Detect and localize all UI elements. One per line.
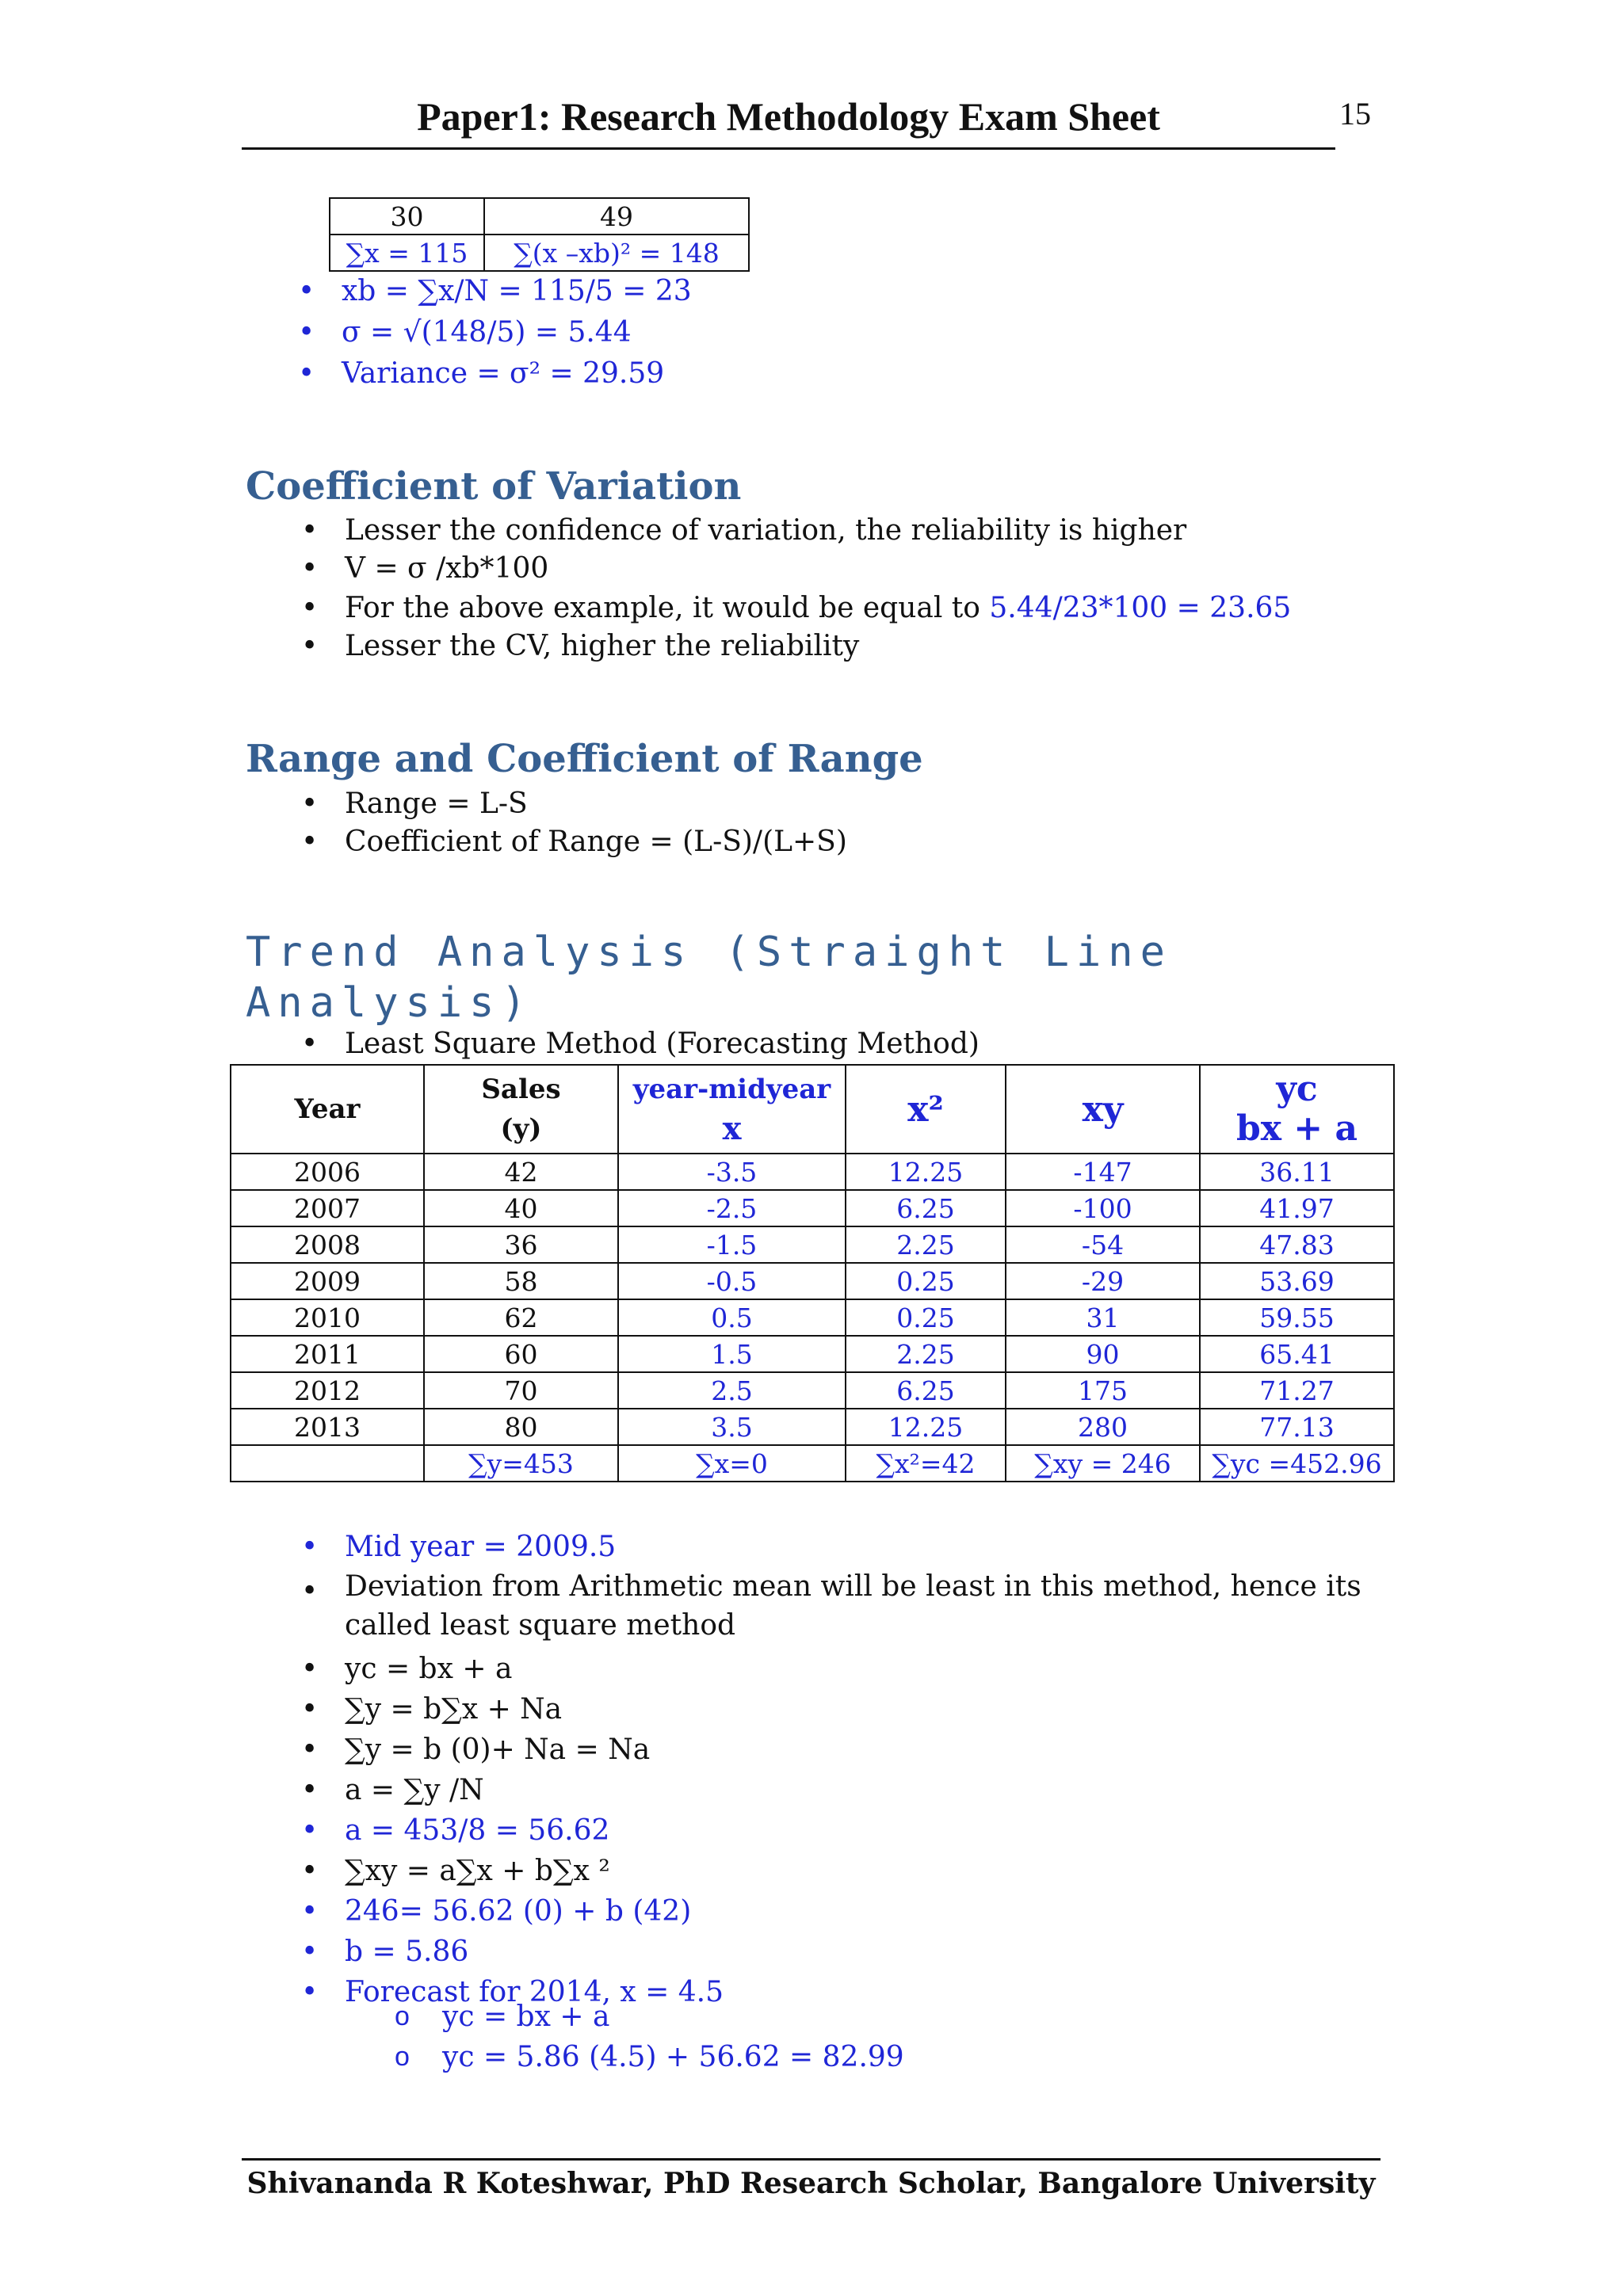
table-cell-sales: 58 (424, 1263, 618, 1299)
bullet-icon: • (301, 1028, 319, 1060)
table-cell-x2: 12.25 (846, 1154, 1006, 1190)
table-cell-yc: 65.41 (1200, 1336, 1394, 1372)
table-row (231, 1336, 1394, 1372)
circle-bullet-icon: o (395, 2001, 410, 2031)
table-cell-yc: 59.55 (1200, 1299, 1394, 1336)
bullet-icon: • (298, 357, 315, 390)
list-item: o yc = bx + a (395, 2000, 610, 2033)
column-header-yc: yc bx + a (1200, 1065, 1394, 1154)
list-item: • 246= 56.62 (0) + b (42) (301, 1895, 692, 1928)
table-row (231, 1190, 1394, 1226)
list-item: • Mid year = 2009.5 (301, 1531, 617, 1563)
table-cell-yc: 41.97 (1200, 1190, 1394, 1226)
list-item: • b = 5.86 (301, 1936, 469, 1968)
list-item: • Lesser the confidence of variation, the reliability is higher (301, 514, 1187, 547)
table-cell-year: 2012 (231, 1372, 424, 1409)
bullet-icon: • (301, 1895, 319, 1928)
bullet-icon: • (301, 1531, 319, 1563)
list-item: o yc = 5.86 (4.5) + 56.62 = 82.99 (395, 2041, 904, 2073)
cv-example-value: 5.44/23*100 = 23.65 (989, 592, 1292, 624)
page-number: 15 (1339, 96, 1371, 132)
cv-bullets (301, 514, 1292, 662)
bullet-icon: • (301, 1653, 319, 1685)
bullet-icon: • (301, 1855, 319, 1887)
header-rule (242, 147, 1335, 150)
table-cell-xy: -100 (1006, 1190, 1200, 1226)
bullet-icon: • (301, 1976, 319, 2008)
table-total-x2: ∑x²=42 (846, 1445, 1006, 1482)
table-total-sales: ∑y=453 (424, 1445, 618, 1482)
table-cell-year: 2013 (231, 1409, 424, 1445)
table-cell-year: 2008 (231, 1226, 424, 1263)
list-item: • Forecast for 2014, x = 4.5 (301, 1976, 724, 2008)
range-bullets (301, 788, 847, 858)
list-item: • yc = bx + a (301, 1653, 513, 1685)
list-item: • a = 453/8 = 56.62 (301, 1814, 610, 1847)
bullet-icon: • (301, 1936, 319, 1968)
list-item: • Lesser the CV, higher the reliability (301, 630, 860, 662)
table-cell-x2: 6.25 (846, 1372, 1006, 1409)
table-cell-xy: -54 (1006, 1226, 1200, 1263)
forecast-sub-bullets (395, 2000, 904, 2073)
table-row (231, 1409, 1394, 1445)
table-cell-x2: 0.25 (846, 1263, 1006, 1299)
table-cell-x: -0.5 (618, 1263, 846, 1299)
table-cell: ∑x = 115 (330, 235, 484, 271)
table-cell: 30 (330, 198, 484, 235)
table-row (330, 235, 749, 271)
list-item: • Least Square Method (Forecasting Method) (301, 1028, 980, 1060)
summary-bullets (298, 275, 692, 390)
table-cell-sales: 62 (424, 1299, 618, 1336)
bullet-icon: • (301, 630, 319, 662)
circle-bullet-icon: o (395, 2042, 410, 2072)
table-cell-x2: 6.25 (846, 1190, 1006, 1226)
bullet-icon: • (301, 514, 319, 547)
table-cell-sales: 42 (424, 1154, 618, 1190)
table-cell: 49 (484, 198, 749, 235)
column-header-x: year-midyear x (618, 1065, 846, 1154)
table-header-row (231, 1065, 1394, 1154)
bullet-icon: • (301, 1814, 319, 1847)
table-cell-year: 2009 (231, 1263, 424, 1299)
table-row (231, 1299, 1394, 1336)
table-cell-sales: 80 (424, 1409, 618, 1445)
list-item: • σ = √(148/5) = 5.44 (298, 316, 632, 349)
table-cell-year: 2011 (231, 1336, 424, 1372)
list-item: • ∑y = b (0)+ Na = Na (301, 1733, 651, 1766)
table-cell-xy: -147 (1006, 1154, 1200, 1190)
table-cell-yc: 47.83 (1200, 1226, 1394, 1263)
table-cell-xy: 280 (1006, 1409, 1200, 1445)
column-header-year: Year (231, 1065, 424, 1154)
lsm-bullets (301, 1531, 1361, 2019)
summary-table (329, 197, 750, 272)
section-title-cv: Coefficient of Variation (246, 464, 742, 509)
table-total-xy: ∑xy = 246 (1006, 1445, 1200, 1482)
table-cell: ∑(x –xb)² = 148 (484, 235, 749, 271)
table-total-yc: ∑yc =452.96 (1200, 1445, 1394, 1482)
bullet-icon: • (301, 592, 319, 624)
table-cell-x2: 12.25 (846, 1409, 1006, 1445)
table-cell-x: -2.5 (618, 1190, 846, 1226)
bullet-icon: • (301, 1575, 319, 1608)
table-cell-year: 2006 (231, 1154, 424, 1190)
table-total-year (231, 1445, 424, 1482)
table-cell-sales: 70 (424, 1372, 618, 1409)
column-header-xy: xy (1006, 1065, 1200, 1154)
table-cell-x: 1.5 (618, 1336, 846, 1372)
table-cell-x: -1.5 (618, 1226, 846, 1263)
bullet-icon: • (301, 552, 319, 585)
table-cell-yc: 77.13 (1200, 1409, 1394, 1445)
list-item: • ∑xy = a∑x + b∑x ² (301, 1855, 610, 1887)
bullet-icon: • (298, 316, 315, 349)
table-cell-xy: 90 (1006, 1336, 1200, 1372)
section-title-trend: Trend Analysis (Straight Line Analysis) (246, 929, 1172, 1027)
column-header-sales: Sales (y) (424, 1065, 618, 1154)
table-row (231, 1372, 1394, 1409)
table-cell-xy: 31 (1006, 1299, 1200, 1336)
bullet-icon: • (301, 788, 319, 820)
column-header-x2: x² (846, 1065, 1006, 1154)
table-cell-year: 2007 (231, 1190, 424, 1226)
table-cell-x: 2.5 (618, 1372, 846, 1409)
trend-table (230, 1064, 1395, 1482)
table-cell-yc: 71.27 (1200, 1372, 1394, 1409)
list-item: • Range = L-S (301, 788, 528, 820)
list-item: • V = σ /xb*100 (301, 552, 549, 585)
trend-bullets (301, 1028, 980, 1060)
bullet-icon: • (301, 1733, 319, 1766)
footer-author: Shivananda R Koteshwar, PhD Research Scholar, Bangalore University (246, 2167, 1376, 2200)
footer-rule (242, 2158, 1381, 2161)
table-cell-x: -3.5 (618, 1154, 846, 1190)
table-row (330, 198, 749, 235)
table-cell-sales: 60 (424, 1336, 618, 1372)
list-item: • a = ∑y /N (301, 1774, 484, 1806)
table-cell-sales: 36 (424, 1226, 618, 1263)
table-cell-sales: 40 (424, 1190, 618, 1226)
table-cell-xy: -29 (1006, 1263, 1200, 1299)
table-cell-x2: 2.25 (846, 1226, 1006, 1263)
table-cell-x2: 0.25 (846, 1299, 1006, 1336)
table-cell-x2: 2.25 (846, 1336, 1006, 1372)
section-title-range: Range and Coefficient of Range (246, 737, 923, 781)
bullet-icon: • (301, 1693, 319, 1726)
table-row (231, 1154, 1394, 1190)
list-item: • Coefficient of Range = (L-S)/(L+S) (301, 826, 847, 858)
bullet-icon: • (298, 275, 315, 307)
list-item: • For the above example, it would be equal to 5.44/23*100 = 23.65 (301, 592, 1292, 624)
list-item: • Deviation from Arithmetic mean will be least in this method, hence its called least square method (301, 1570, 1361, 1642)
table-total-x: ∑x=0 (618, 1445, 846, 1482)
table-cell-year: 2010 (231, 1299, 424, 1336)
bullet-icon: • (301, 826, 319, 858)
list-item: • Variance = σ² = 29.59 (298, 357, 665, 390)
table-cell-yc: 53.69 (1200, 1263, 1394, 1299)
table-row (231, 1263, 1394, 1299)
table-totals-row (231, 1445, 1394, 1482)
table-cell-x: 3.5 (618, 1409, 846, 1445)
page-title: Paper1: Research Methodology Exam Sheet (417, 94, 1160, 139)
table-cell-yc: 36.11 (1200, 1154, 1394, 1190)
table-cell-xy: 175 (1006, 1372, 1200, 1409)
list-item: • ∑y = b∑x + Na (301, 1693, 563, 1726)
table-row (231, 1226, 1394, 1263)
table-cell-x: 0.5 (618, 1299, 846, 1336)
list-item: • xb = ∑x/N = 115/5 = 23 (298, 275, 692, 307)
bullet-icon: • (301, 1774, 319, 1806)
